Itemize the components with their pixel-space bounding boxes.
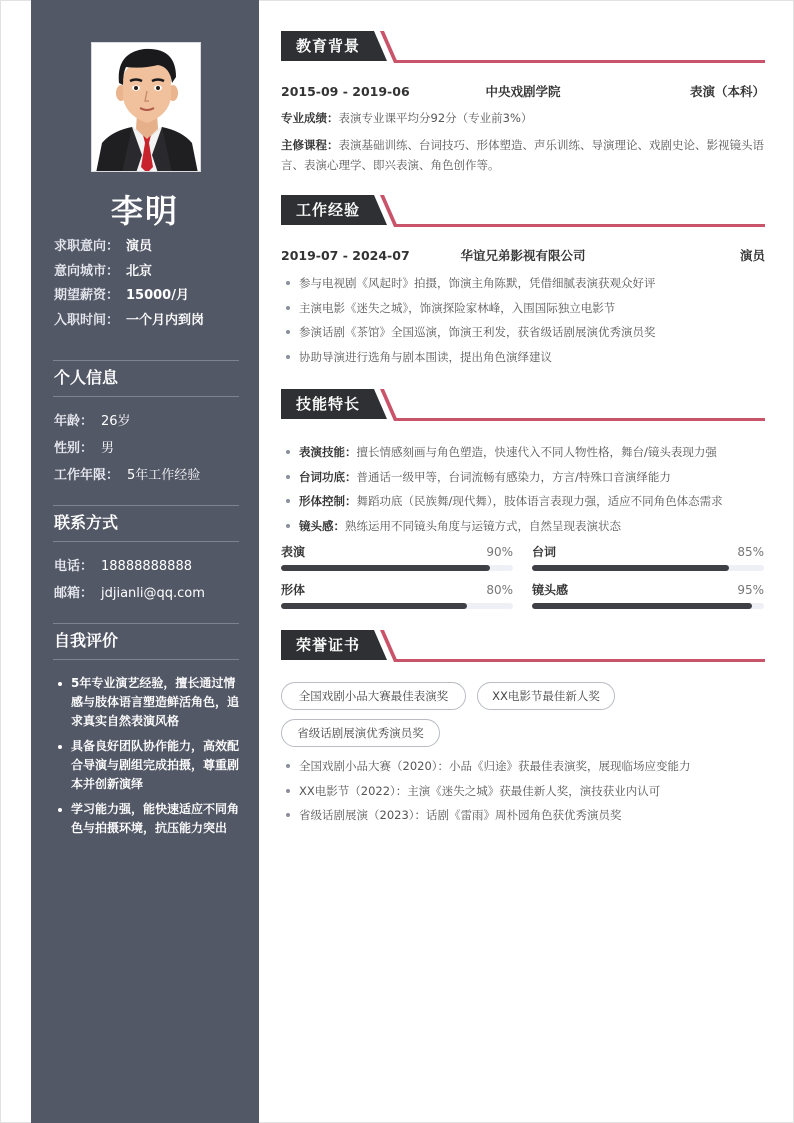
list-item: 学习能力强，能快速适应不同角色与拍摄环境，抗压能力突出: [53, 800, 239, 838]
skill-bar-fill: [281, 603, 467, 609]
list-item: [281, 518, 765, 534]
section-title: 个人信息: [53, 360, 239, 397]
section-title: 自我评价: [53, 623, 239, 660]
honor-tag: 省级话剧展演优秀演员奖: [281, 719, 440, 747]
skill-bar-name: 形体: [281, 583, 306, 597]
role: 演员: [739, 248, 765, 263]
list-item: [281, 493, 765, 509]
personal-row-age: [53, 413, 239, 440]
skill-bar-fill: [532, 565, 729, 571]
skills-header: [281, 389, 765, 421]
list-item: 参演话剧《茶馆》全国巡演，饰演王利发，获省级话剧展演优秀演员奖: [281, 324, 765, 340]
skill-bar-track: [281, 565, 513, 571]
basic-row-salary: [54, 287, 244, 312]
personal-row-gender: [53, 440, 239, 467]
info-value: 26岁: [101, 414, 131, 429]
period: 2019-07 - 2024-07: [281, 248, 410, 263]
contact-row-phone: [53, 558, 239, 585]
skill-bar-fill: [532, 603, 752, 609]
list-item: 全国戏剧小品大赛（2020）：小品《归途》获最佳表演奖，展现临场应变能力: [281, 758, 765, 774]
basic-value: 一个月内到岗: [126, 312, 205, 328]
section-title: 工作经验: [296, 201, 361, 219]
avatar-illustration: [92, 43, 201, 172]
skill-bar: [281, 544, 513, 572]
work-header: [281, 195, 765, 227]
skill-bar-name: 镜头感: [532, 583, 569, 597]
honors-header: [281, 630, 765, 662]
score-text: 表演专业课平均分92分（专业前3%）: [338, 111, 533, 125]
list-item: 5年专业演艺经验，擅长通过情感与肢体语言塑造鲜活角色，追求真实自然表演风格: [53, 674, 239, 731]
list-item: 协助导演进行选角与剧本围读，提出角色演绎建议: [281, 349, 765, 365]
section-title: 教育背景: [296, 37, 361, 55]
basic-value: 15000/月: [126, 288, 189, 303]
skills-list: [281, 444, 765, 542]
list-item: 参与电视剧《风起时》拍摄，饰演主角陈默，凭借细腻表演获观众好评: [281, 275, 765, 291]
skill-bar-percent: 85%: [737, 545, 764, 559]
skill-label: 形体控制：: [299, 494, 357, 508]
skill-bar-fill: [281, 565, 490, 571]
avatar-photo: [91, 42, 201, 172]
skill-label: 镜头感：: [299, 518, 345, 533]
basic-label: 入职时间：: [54, 312, 120, 328]
basic-row-job: [54, 238, 244, 263]
skill-text: 擅长情感刻画与角色塑造，快速代入不同人物性格，舞台/镜头表现力强: [356, 445, 717, 459]
period: 2015-09 - 2019-06: [281, 84, 410, 99]
skill-bar-percent: 80%: [486, 583, 513, 597]
candidate-name: 李明: [110, 192, 179, 230]
info-value: 5年工作经验: [127, 468, 201, 483]
education-header: [281, 31, 765, 63]
phone-value: 18888888888: [101, 559, 192, 574]
skill-bar-track: [532, 603, 764, 609]
skill-bar: [532, 544, 764, 572]
info-value: 男: [101, 441, 115, 456]
section-title: 联系方式: [53, 505, 239, 542]
accent-rule: [396, 60, 765, 63]
list-item: 主演电影《迷失之城》，饰演探险家林峰，入围国际独立电影节: [281, 300, 765, 316]
basic-value: 北京: [126, 263, 153, 279]
score-label: 专业成绩：: [281, 111, 339, 125]
self-evaluation-section: [53, 623, 239, 844]
list-item: 具备良好团队协作能力，高效配合导演与剧组完成拍摄，尊重剧本并创新演绎: [53, 737, 239, 794]
section-title: 技能特长: [296, 395, 361, 413]
work-list: [281, 275, 765, 373]
courses-label: 主修课程：: [281, 138, 339, 152]
skill-bar-track: [281, 603, 513, 609]
list-item: [281, 444, 765, 460]
skill-bar-name: 表演: [281, 545, 306, 559]
accent-rule: [396, 224, 765, 227]
skill-bar: [532, 582, 764, 610]
basic-label: 求职意向：: [54, 239, 120, 254]
personal-info-section: [53, 360, 239, 494]
skill-bar-track: [532, 565, 764, 571]
list-item: [281, 469, 765, 485]
self-evaluation-list: [53, 674, 239, 838]
work-row: [281, 247, 765, 265]
info-label: 性别：: [54, 441, 94, 456]
courses-text: 表演基础训练、台词技巧、形体塑造、声乐训练、导演理论、戏剧史论、影视镜头语言、表演心理学、即兴表演、角色创作等。: [281, 138, 764, 172]
info-label: 工作年限：: [54, 468, 120, 483]
education-score: [281, 108, 765, 128]
info-label: 年龄：: [54, 414, 94, 429]
sidebar: [31, 0, 259, 1123]
basic-value: 演员: [126, 239, 153, 254]
list-item: XX电影节（2022）：主演《迷失之城》获最佳新人奖，演技获业内认可: [281, 783, 765, 799]
skill-text: 舞蹈功底（民族舞/现代舞），肢体语言表现力强，适应不同角色体态需求: [356, 494, 723, 508]
basic-label: 期望薪资：: [54, 288, 120, 303]
skill-bar-name: 台词: [532, 545, 557, 559]
honors-list: [281, 758, 765, 832]
info-label: 邮箱：: [54, 586, 94, 601]
email-value: jdjianli@qq.com: [101, 586, 205, 601]
skill-bar: [281, 582, 513, 610]
honor-tag: XX电影节最佳新人奖: [477, 682, 615, 710]
basic-row-city: [54, 263, 244, 288]
list-item: 省级话剧展演（2023）：话剧《雷雨》周朴园角色获优秀演员奖: [281, 807, 765, 823]
basic-info: [54, 238, 244, 336]
accent-rule: [396, 418, 765, 421]
skill-text: 普通话一级甲等，台词流畅有感染力，方言/特殊口音演绎能力: [356, 469, 671, 484]
skill-text: 熟练运用不同镜头角度与运镜方式，自然呈现表演状态: [345, 518, 621, 533]
skill-bar-percent: 95%: [737, 583, 764, 597]
honor-tag: 全国戏剧小品大赛最佳表演奖: [281, 682, 466, 710]
school: 中央戏剧学院: [485, 84, 561, 99]
education-row: [281, 83, 765, 101]
accent-rule: [396, 659, 765, 662]
contact-row-email: [53, 585, 239, 612]
company: 华谊兄弟影视有限公司: [460, 248, 586, 263]
basic-row-start: [54, 312, 244, 337]
contact-section: [53, 505, 239, 612]
education-courses: [281, 135, 765, 175]
degree: 表演（本科）: [689, 84, 765, 99]
skill-bar-percent: 90%: [486, 545, 513, 559]
basic-label: 意向城市：: [54, 263, 120, 279]
skill-label: 表演技能：: [299, 445, 357, 459]
info-label: 电话：: [54, 559, 94, 574]
skill-label: 台词功底：: [299, 469, 357, 484]
personal-row-years: [53, 467, 239, 494]
section-title: 荣誉证书: [296, 636, 361, 654]
